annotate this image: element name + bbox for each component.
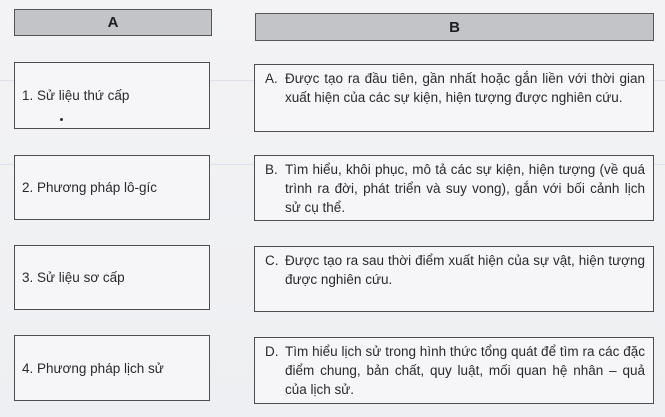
column-a-item-label: 4. Phương pháp lịch sử (22, 360, 164, 376)
column-a-header (14, 9, 212, 36)
option-text: Tìm hiểu lịch sử trong hình thức tổng quát để tìm ra các đặc điểm chung, bản chất, quy luật, mối quan hệ nhân – quả của lịch sử. (285, 344, 645, 397)
column-a-item-2[interactable] (14, 155, 210, 220)
column-b-item-b[interactable] (254, 155, 654, 221)
option-letter: D. (265, 344, 279, 359)
option-text: Được tạo ra đầu tiên, gần nhất hoặc gắn liền với thời gian xuất hiện của các sự kiện, hiện tượng được nghiên cứu. (285, 71, 645, 105)
option-text: Tìm hiểu, khôi phục, mô tả các sự kiện, hiện tượng (về quá trình ra đời, phát triển và suy vong), gắn với bối cảnh lịch sử cụ thể. (285, 162, 645, 215)
option-letter: C. (265, 253, 279, 268)
column-b-item-c[interactable] (254, 246, 654, 312)
column-a-item-4[interactable] (14, 335, 210, 401)
column-a-item-label: 2. Phương pháp lô-gíc (22, 180, 157, 195)
column-a-item-label: 3. Sử liệu sơ cấp (22, 270, 125, 285)
option-letter: B. (265, 162, 278, 177)
column-a-header-label: A (107, 14, 119, 31)
option-letter: A. (265, 71, 278, 86)
column-b-header (255, 13, 654, 41)
column-a-item-3[interactable] (14, 245, 210, 310)
column-b-item-d[interactable] (254, 337, 654, 404)
column-b-header-label: B (449, 18, 460, 36)
column-a-item-label: 1. Sử liệu thứ cấp (22, 88, 130, 103)
option-text: Được tạo ra sau thời điểm xuất hiện của sự vật, hiện tượng được nghiên cứu. (285, 253, 645, 287)
column-a-item-1[interactable] (14, 62, 210, 129)
column-b-item-a[interactable] (254, 64, 654, 132)
stray-mark (60, 118, 63, 121)
